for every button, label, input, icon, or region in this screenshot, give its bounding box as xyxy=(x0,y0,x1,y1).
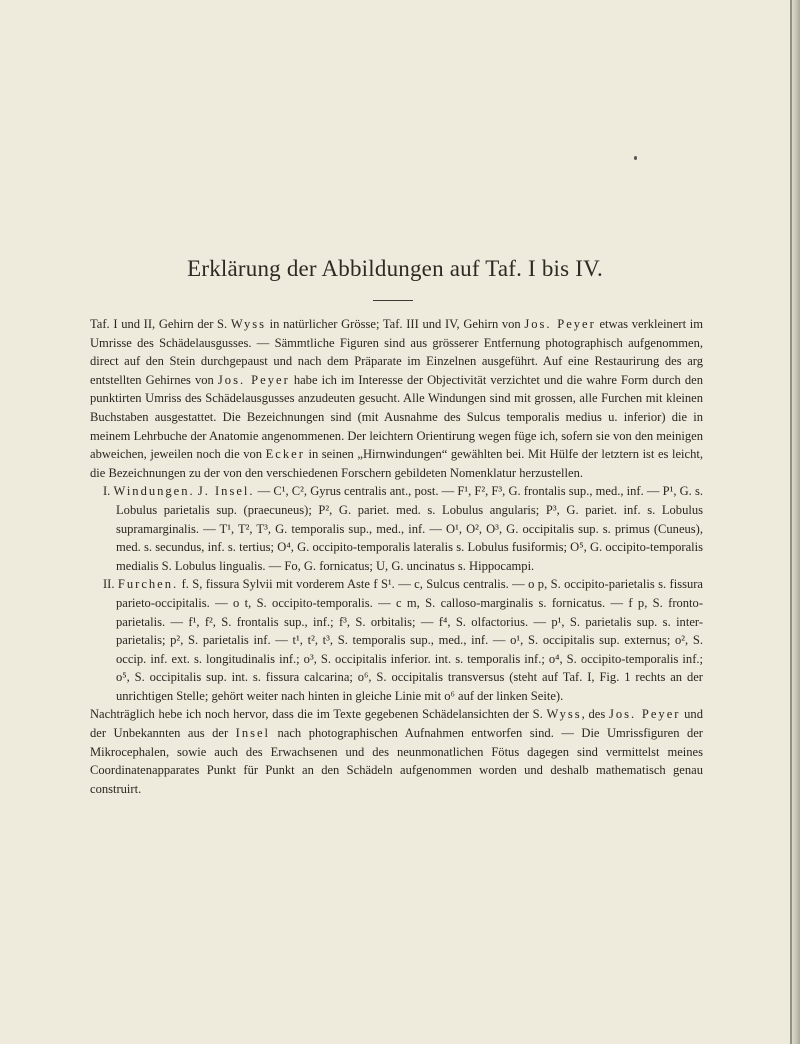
name-peyer-3: Jos. Peyer xyxy=(608,707,681,722)
windungen-paragraph xyxy=(90,482,703,575)
nachtrag-text-3: und der Unbekannten aus der xyxy=(90,707,703,741)
furchen-paragraph xyxy=(90,575,703,705)
intro-text-1: Taf. I und II, Gehirn der S. xyxy=(90,317,231,331)
intro-paragraph xyxy=(90,315,703,482)
name-peyer-2: Jos. Peyer xyxy=(217,372,290,387)
furchen-text: f. S, fissura Sylvii mit vorderem Aste f S¹. — c, Sulcus centralis. — o p, S. occipito-parietalis s. fissura parieto-occipitalis. — o t, S. occipito-temporalis. — c m, S. calloso-marginalis s. fornicatus. — f p, S. fronto-parietalis. — f¹, f², S. frontalis sup., inf.; f³, S. orbitalis; — f⁴, S. olfactorius. — p¹, S. parietalis sup. s. inter-parietalis; p², S. parietalis inf. — t¹, t², t³, S. temporalis sup., med., inf. — o¹, S. occipitalis sup. externus; o², S. occip. inf. ext. s. longitudinalis inf.; o³, S. occipitalis inferior. int. s. temporalis inf.; o⁴, S. occipito-temporalis inf.; o⁵, S. occipitalis sup. int. s. fissura calcarina; o⁶, S. occipitalis transversus (steht auf Taf. I, Fig. 1 rechts an der unrichtigen Stelle; gehört weiter nach hinten in gleiche Linie mit o⁶ auf der linken Seite). xyxy=(116,577,703,703)
name-wyss: Wyss xyxy=(230,317,266,331)
intro-text-4: habe ich im Interesse der Objectivität verzichtet und die wahre Form durch den punktirten Umriss des Schädelausgusses anzudeuten gesucht. Alle Windungen sind mit grossen, alle Furchen mit kleinen Buchstaben ausgestattet. Die Bezeichnungen sind (mit Ausnahme des Sulcus temporalis medius u. inferior) die in meinem Lehrbuche der Anatomie angenommenen. Der leichtern Orientirung wegen füge ich, sofern sie von den meinigen abweichen, jeweilen noch die von xyxy=(90,372,703,462)
nachtrag-text-1: Nachträglich hebe ich noch hervor, dass die im Texte gegebenen Schädelansichten der S. xyxy=(90,707,547,722)
ink-speck xyxy=(634,156,637,160)
intro-text-5: in seinen „Hirnwindungen“ gewählten bei. Mit Hülfe der letztern ist es leicht, die Bezeichnungen zu der von den verschiedenen Forschern gebildeten Nomenklatur herzustellen. xyxy=(90,447,704,480)
nachtrag-text-2: , des xyxy=(581,707,609,722)
body-text xyxy=(90,315,703,798)
name-ecker: Ecker xyxy=(265,447,305,462)
windungen-text: — C¹, C², Gyrus centralis ant., post. — F¹, F², F³, G. frontalis sup., med., inf. — P¹, G. s. Lobulus parietalis sup. (praecuneus); P², G. pariet. med. s. Lobulus angularis; P³, G. pariet. inf. s. Lobulus supramarginalis. — T¹, T², T³, G. temporalis sup., med., inf. — O¹, O², O³, G. occipitalis sup. s. primus (Cuneus), med. s. secundus, inf. s. tertius; O⁴, G. occipito-temporalis lateralis s. Lobulus fusiformis; O⁵, G. occipito-temporalis medialis S. Lobulus lingualis. — Fo, G. fornicatus; U, G. uncinatus s. Hippocampi. xyxy=(116,484,703,573)
windungen-insel: J. Insel. xyxy=(197,484,255,499)
name-peyer: Jos. Peyer xyxy=(524,317,596,331)
page-title: Erklärung der Abbildungen auf Taf. I bis IV. xyxy=(187,256,603,281)
nachtrag-paragraph xyxy=(90,705,703,798)
windungen-number: I. xyxy=(103,484,111,499)
nachtrag-text-4: nach photographischen Aufnahmen entworfen sind. — Die Umrissfiguren der Mikrocephalen, sowie auch des Erwachsenen und des neunmonatlichen Fötus dagegen sind vermittelst meines Coordinatenapparates Punkt für Punkt an den Schädeln aufgenommen worden und deshalb mathematisch genau construirt. xyxy=(90,726,703,796)
intro-text-3: etwas verkleinert im Umrisse des Schädelausgusses. — Sämmtliche Figuren sind aus grösserer Entfernung photographisch aufgenommen, direct auf den Stein durchgepaust und nach dem Präparate im Einzelnen ausgeführt. Auf eine Restaurirung des arg entstellten Gehirnes von xyxy=(90,317,703,387)
name-wyss-2: Wyss xyxy=(546,707,582,722)
windungen-label: Windungen. xyxy=(113,484,195,499)
page-edge-line xyxy=(790,0,792,1044)
title-rule xyxy=(373,300,413,301)
furchen-label: Furchen. xyxy=(117,577,179,592)
name-insel: Insel xyxy=(235,726,271,741)
furchen-number: II. xyxy=(103,577,115,592)
intro-text-2: in natürlicher Grösse; Taf. III und IV, Gehirn von xyxy=(266,317,525,331)
